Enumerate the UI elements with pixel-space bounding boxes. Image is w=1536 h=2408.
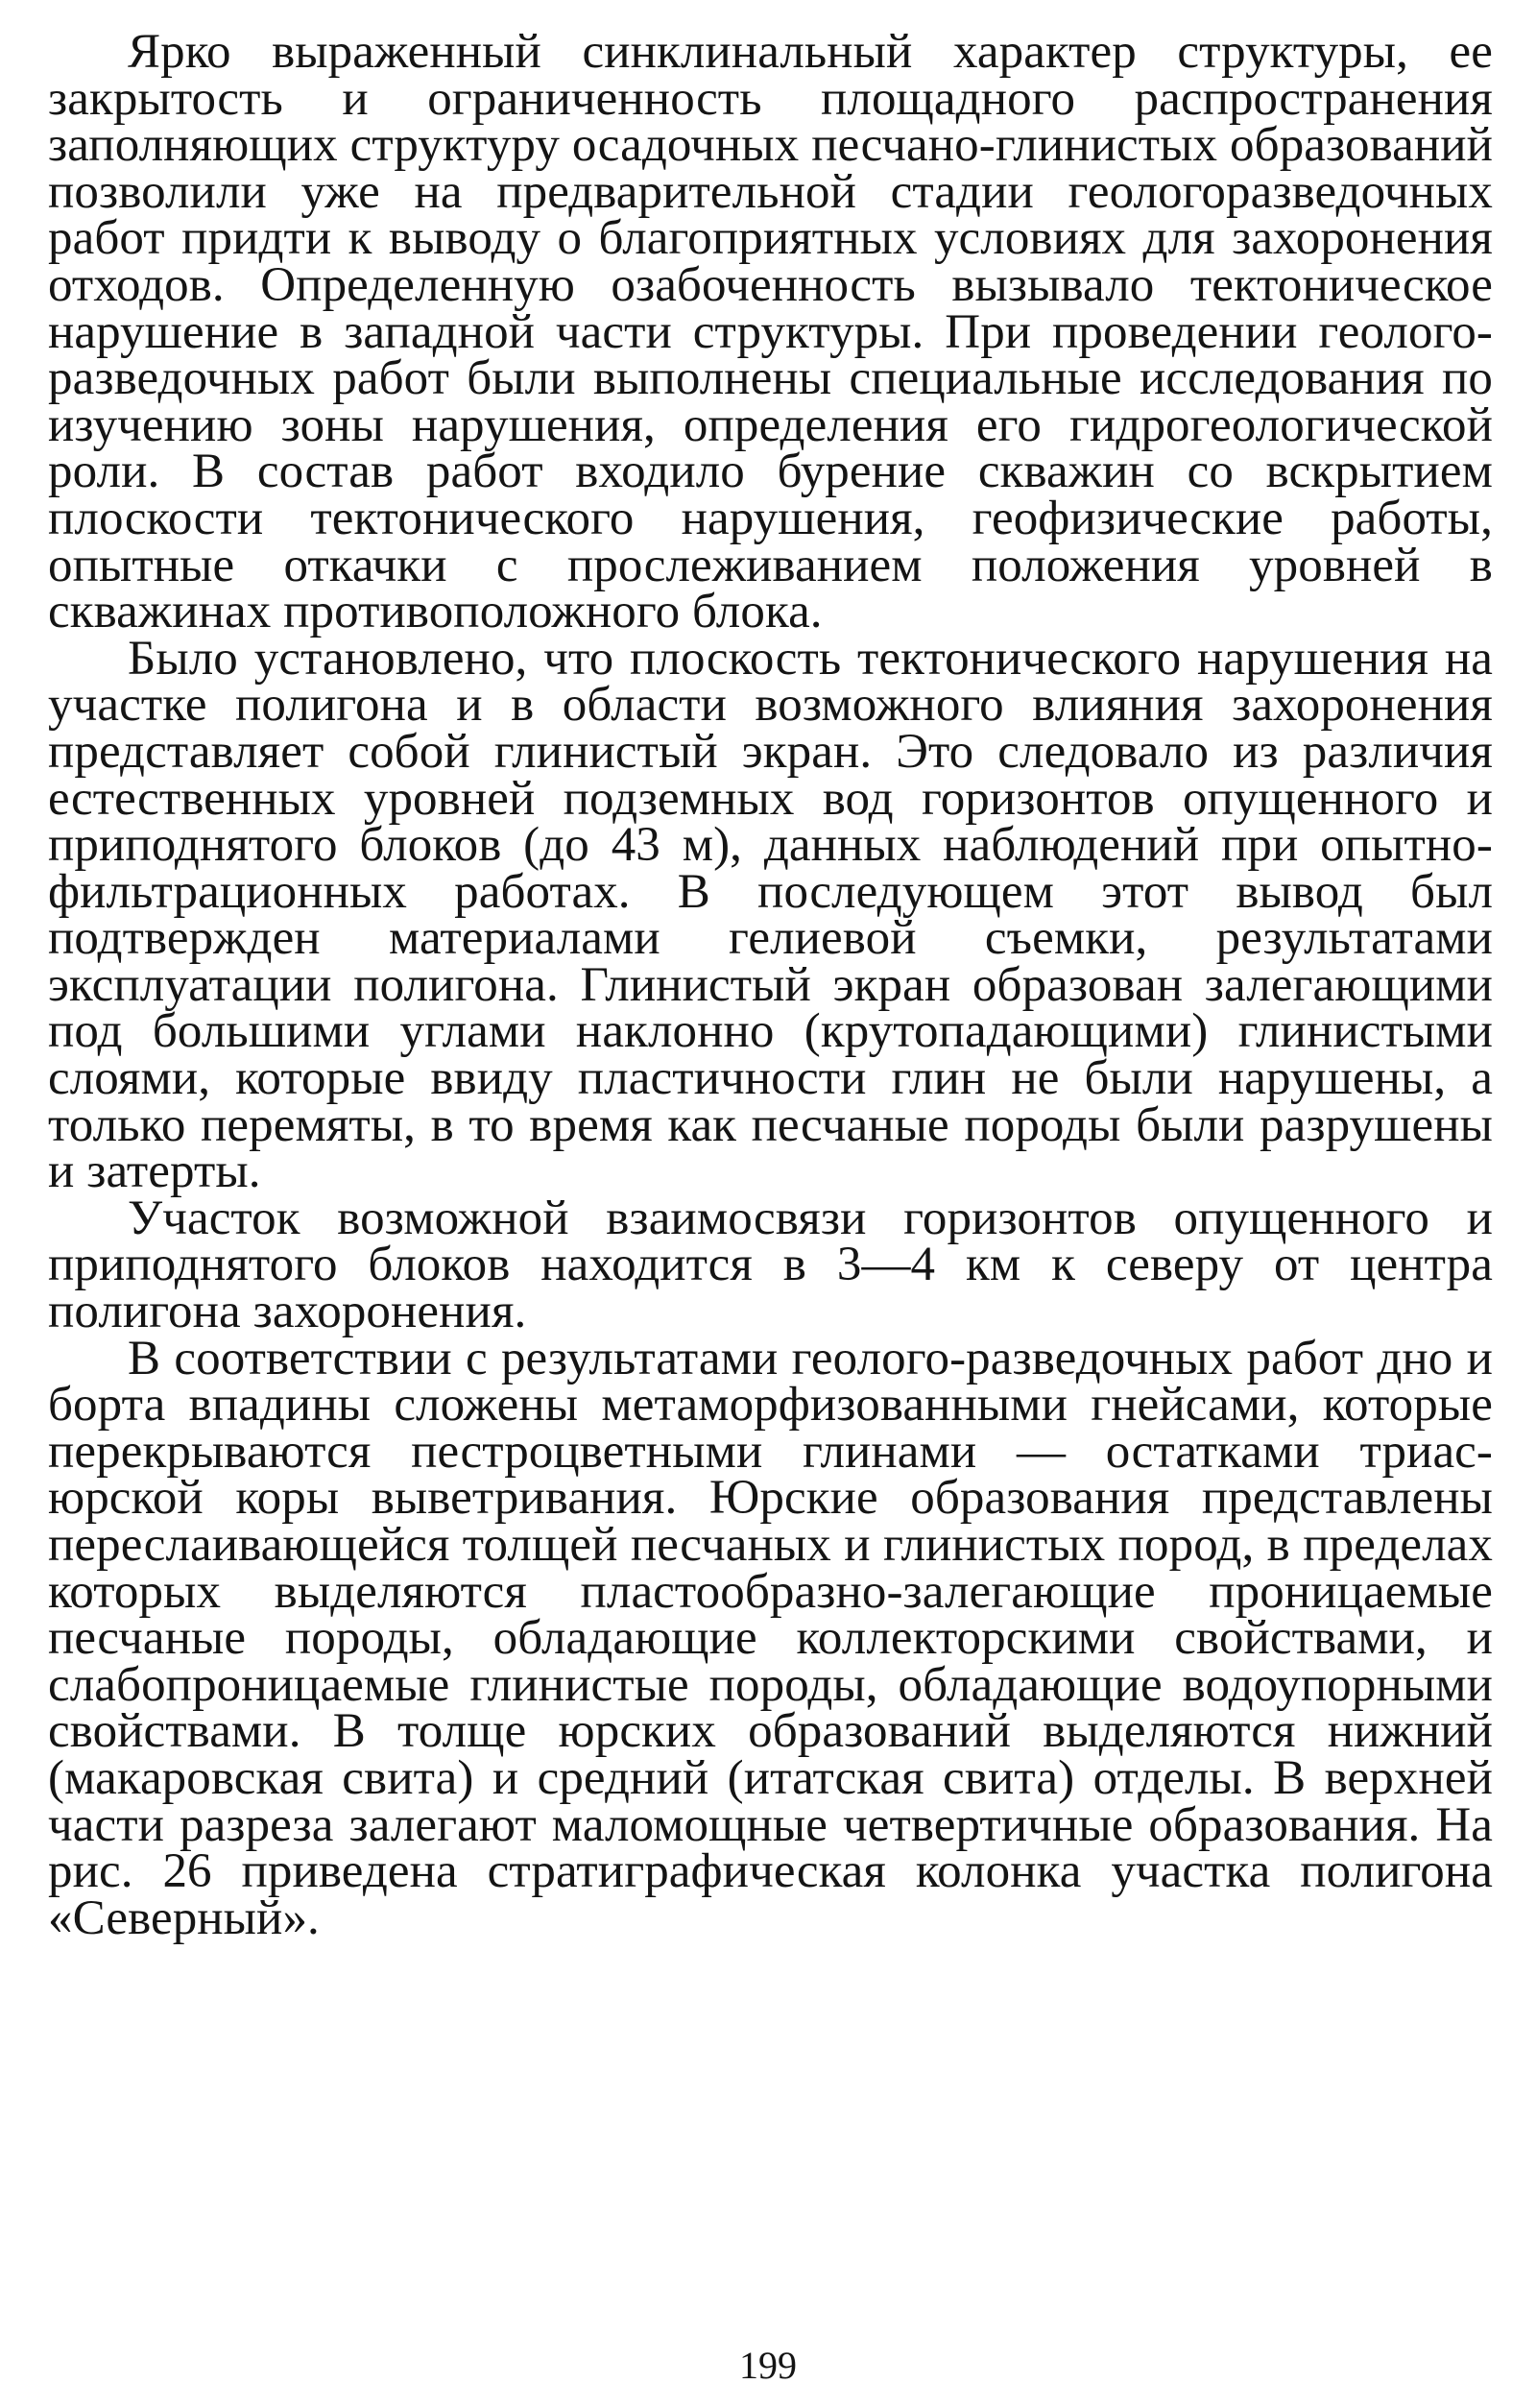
paragraph-2: Было установлено, что плоскость тектонического нарушения на участке полигона и в области возможного влияния захоронения представляет собой глинистый экран. Это следовало из различия естественных уровней подземных вод горизонтов опущенного и приподнятого блоков (до 43 м), данных наблюдений при опытно-фильтрационных работах. В последующем этот вывод был подтвержден материалами гелиевой съемки, результатами эксплуатации полигона. Глинистый экран образован залегающими под большими углами наклонно (крутопадающими) глинистыми слоями, которые ввиду пластичности глин не были нарушены, а только перемяты, в то время как песчаные породы были разрушены и затерты. [48, 631, 1493, 1199]
paragraph-1: Ярко выраженный синклинальный характер структуры, ее закрытость и ограниченность площадного распространения заполняющих структуру осадочных песчано-глинистых образований позволили уже на предварительной стадии геологоразведочных работ придти к выводу о благоприятных условиях для захоронения отходов. Определенную озабоченность вызывало тектоническое нарушение в западной части структуры. При проведении геолого-разведочных работ были выполнены специальные исследования по изучению зоны нарушения, определения его гидрогеологической роли. В состав работ входило бурение скважин со вскрытием плоскости тектонического нарушения, геофизические работы, опытные откачки с прослеживанием положения уровней в скважинах противоположного блока. [48, 25, 1493, 639]
page-number: 199 [739, 2344, 797, 2387]
page-body [48, 25, 1493, 2372]
paragraph-3: Участок возможной взаимосвязи горизонтов опущенного и приподнятого блоков находится в 3—4 км к северу от центра полигона захоронения. [48, 1191, 1493, 1339]
paragraph-4: В соответствии с результатами геолого-разведочных работ дно и борта впадины сложены метаморфизованными гнейсами, которые перекрываются пестроцветными глинами — остатками триас-юрской коры выветривания. Юрские образования представлены переслаивающейся толщей песчаных и глинистых пород, в пределах которых выделяются пластообразно-залегающие проницаемые песчаные породы, обладающие коллекторскими свойствами, и слабопроницаемые глинистые породы, обладающие водоупорными свойствами. В толще юрских образований выделяются нижний (макаровская свита) и средний (итатская свита) отделы. В верхней части разреза залегают маломощные четвертичные образования. На рис. 26 приведена стратиграфическая колонка участка полигона «Северный». [48, 1331, 1493, 1945]
